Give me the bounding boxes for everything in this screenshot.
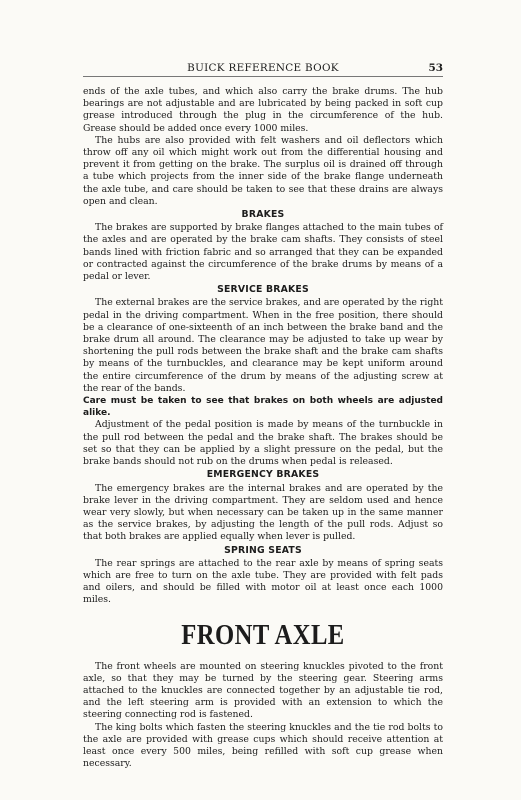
- section-heading-spring-seats: SPRING SEATS: [224, 544, 302, 556]
- page-number: 53: [428, 62, 443, 74]
- body-text: [83, 86, 443, 770]
- chapter-heading-front-axle: FRONT AXLE: [181, 618, 345, 651]
- warning-note: Care must be taken to see that brakes on both wheels are adjusted alike.: [83, 396, 443, 419]
- section-heading-brakes: BRAKES: [241, 209, 285, 221]
- paragraph: The external brakes are the service brakes, and are operated by the right pedal in the driving compartment. When in the free position, there should be a clearance of one-sixteenth of an inch between the brake band and the brake drum all around. The clearance may be adjusted to take up wear by shortening the pull rods between the brake shaft and the brake cam shafts by means of the turnbuckles, and clearance may be kept uniform around the entire circumference of the drum by means of the adjusting screw at the rear of the bands.: [83, 297, 443, 394]
- paragraph: The hubs are also provided with felt washers and oil deflectors which throw off any oil which might work out from the differential housing and prevent it from getting on the brake. The surplus oil is drained off through a tube which projects from the inner side of the brake flange underneath the axle tube, and care should be taken to see that these drains are always open and clean.: [83, 134, 443, 207]
- section-heading-emergency-brakes: EMERGENCY BRAKES: [206, 469, 320, 481]
- paragraph: The brakes are supported by brake flanges attached to the main tubes of the axles and are operated by the brake cam shafts. They consists of steel bands lined with friction fabric and so arranged that they can be expanded or contracted against the circumference of the brake drums by means of a pedal or lever.: [83, 222, 443, 283]
- paragraph: ends of the axle tubes, and which also carry the brake drums. The hub bearings are not adjustable and are lubricated by being packed in soft cup grease introduced through the plug in the circumference of the hub. Grease should be added once every 1000 miles.: [83, 86, 443, 134]
- running-title: BUICK REFERENCE BOOK: [187, 62, 339, 74]
- paragraph: The king bolts which fasten the steering knuckles and the tie rod bolts to the axle are provided with grease cups which should receive attention at least once every 500 miles, being refilled with soft cup grease when necessary.: [83, 721, 443, 770]
- paragraph: The emergency brakes are the internal brakes and are operated by the brake lever in the driving compartment. They are seldom used and hence wear very slowly, but when necessary can be taken up in the same manner as the service brakes, by adjusting the length of the pull rods. Adjust so that both brakes are applied equally when lever is pulled.: [83, 482, 443, 543]
- paragraph: The rear springs are attached to the rear axle by means of spring seats which are free to turn on the axle tube. They are provided with felt pads and oilers, and should be filled with motor oil at least once each 1000 miles.: [83, 557, 443, 606]
- section-heading-service-brakes: SERVICE BRAKES: [217, 284, 309, 296]
- paragraph: The front wheels are mounted on steering knuckles pivoted to the front axle, so that they may be turned by the steering gear. Steering arms attached to the knuckles are connected together by an adjustable tie rod, and the left steering arm is provided with an extension to which the steering connecting rod is fastened.: [83, 660, 443, 721]
- header-rule: [83, 76, 443, 77]
- paragraph: Adjustment of the pedal position is made by means of the turnbuckle in the pull rod between the pedal and the brake shaft. The brakes should be set so that they can be applied by a slight pressure on the pedal, but the brake bands should not rub on the drums when pedal is released.: [83, 419, 443, 468]
